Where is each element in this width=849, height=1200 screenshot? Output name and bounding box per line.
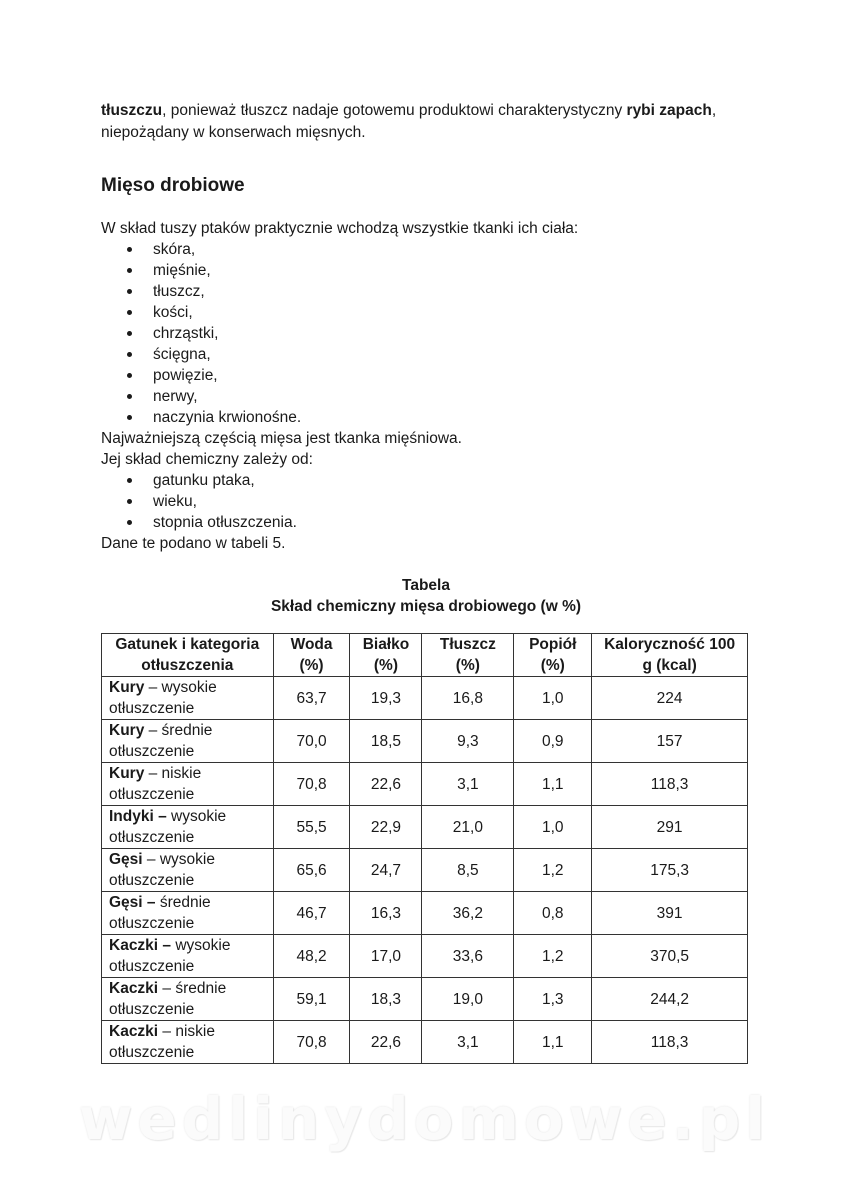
species-name: Indyki – [109, 808, 167, 825]
species-cell [102, 677, 274, 720]
species-name: Kaczki [109, 1023, 159, 1040]
fat-cell: 33,6 [422, 935, 514, 978]
species-name: Kury [109, 679, 145, 696]
tissues-list [101, 239, 751, 428]
fat-category: wysokie otłuszczenie [109, 937, 231, 975]
protein-cell: 17,0 [350, 935, 422, 978]
list-item: kości, [101, 302, 751, 323]
intro-text-1: , ponieważ tłuszcz nadaje gotowemu produktowi charakterystyczny [162, 102, 627, 119]
protein-cell: 24,7 [350, 849, 422, 892]
fat-cell: 21,0 [422, 806, 514, 849]
table-row [102, 806, 748, 849]
species-name: Kury [109, 722, 145, 739]
list-item: chrząstki, [101, 323, 751, 344]
chemical-composition-table [101, 633, 748, 1064]
tissues-intro: W skład tuszy ptaków praktycznie wchodzą wszystkie tkanki ich ciała: [101, 220, 579, 237]
table-row [102, 1021, 748, 1064]
table-caption-label: Tabela [402, 577, 450, 594]
ash-cell: 1,2 [514, 935, 592, 978]
ash-cell: 0,8 [514, 892, 592, 935]
fat-cell: 9,3 [422, 720, 514, 763]
table-caption-title: Skład chemiczny mięsa drobiowego (w %) [270, 598, 582, 615]
ash-cell: 0,9 [514, 720, 592, 763]
table-row [102, 849, 748, 892]
factors-list [101, 470, 751, 533]
calories-cell: 118,3 [592, 1021, 748, 1064]
header-cell: Białko (%) [350, 634, 422, 677]
fat-cell: 3,1 [422, 763, 514, 806]
calories-cell: 157 [592, 720, 748, 763]
table-row [102, 978, 748, 1021]
table-header-row [102, 634, 748, 677]
header-cell: Woda (%) [273, 634, 350, 677]
calories-cell: 175,3 [592, 849, 748, 892]
table-row [102, 677, 748, 720]
species-name: Kury [109, 765, 145, 782]
fat-cell: 36,2 [422, 892, 514, 935]
calories-cell: 391 [592, 892, 748, 935]
list-item: ścięgna, [101, 344, 751, 365]
list-item: wieku, [101, 491, 751, 512]
ash-cell: 1,0 [514, 806, 592, 849]
fat-cell: 16,8 [422, 677, 514, 720]
header-cell: Gatunek i kategoria otłuszczenia [102, 634, 274, 677]
protein-cell: 18,3 [350, 978, 422, 1021]
header-cell: Tłuszcz (%) [422, 634, 514, 677]
protein-cell: 22,6 [350, 1021, 422, 1064]
list-item: gatunku ptaka, [101, 470, 751, 491]
protein-cell: 19,3 [350, 677, 422, 720]
list-item: nerwy, [101, 386, 751, 407]
water-cell: 70,8 [273, 763, 350, 806]
list-item: stopnia otłuszczenia. [101, 512, 751, 533]
protein-cell: 22,9 [350, 806, 422, 849]
document-page [101, 100, 751, 1064]
water-cell: 70,8 [273, 1021, 350, 1064]
water-cell: 46,7 [273, 892, 350, 935]
species-name: Kaczki [109, 980, 159, 997]
intro-text-2: , niepożądany w konserwach mięsnych. [101, 102, 717, 141]
species-name: Kaczki – [109, 937, 172, 954]
species-cell [102, 1021, 274, 1064]
fat-category: wysokie otłuszczenie [109, 808, 227, 846]
ash-cell: 1,0 [514, 677, 592, 720]
calories-cell: 224 [592, 677, 748, 720]
species-cell [102, 935, 274, 978]
fat-category: – średnie otłuszczenie [109, 980, 227, 1018]
water-cell: 65,6 [273, 849, 350, 892]
calories-cell: 118,3 [592, 763, 748, 806]
ash-cell: 1,2 [514, 849, 592, 892]
table-reference: Dane te podano w tabeli 5. [101, 535, 286, 552]
section-title: Mięso drobiowe [101, 175, 245, 196]
water-cell: 48,2 [273, 935, 350, 978]
fat-category: średnie otłuszczenie [109, 894, 211, 932]
species-cell [102, 806, 274, 849]
fat-cell: 3,1 [422, 1021, 514, 1064]
muscle-tissue-sentence: Najważniejszą częścią mięsa jest tkanka mięśniowa. [101, 430, 462, 447]
fat-category: – niskie otłuszczenie [109, 1023, 215, 1061]
species-cell [102, 978, 274, 1021]
ash-cell: 1,1 [514, 763, 592, 806]
list-item: skóra, [101, 239, 751, 260]
table-row [102, 935, 748, 978]
ash-cell: 1,1 [514, 1021, 592, 1064]
table-row [102, 763, 748, 806]
header-cell: Popiół (%) [514, 634, 592, 677]
species-cell [102, 849, 274, 892]
list-item: powięzie, [101, 365, 751, 386]
species-name: Gęsi – [109, 894, 156, 911]
calories-cell: 244,2 [592, 978, 748, 1021]
fat-category: – wysokie otłuszczenie [109, 851, 215, 889]
table-row [102, 892, 748, 935]
fat-cell: 19,0 [422, 978, 514, 1021]
intro-paragraph [101, 100, 751, 144]
fat-cell: 8,5 [422, 849, 514, 892]
fat-category: – wysokie otłuszczenie [109, 679, 217, 717]
table-caption [101, 575, 751, 617]
list-item: tłuszcz, [101, 281, 751, 302]
header-cell: Kaloryczność 100 g (kcal) [592, 634, 748, 677]
water-cell: 59,1 [273, 978, 350, 1021]
species-name: Gęsi [109, 851, 143, 868]
species-cell [102, 720, 274, 763]
water-cell: 55,5 [273, 806, 350, 849]
water-cell: 63,7 [273, 677, 350, 720]
species-cell [102, 763, 274, 806]
protein-cell: 18,5 [350, 720, 422, 763]
factors-intro: Jej skład chemiczny zależy od: [101, 451, 313, 468]
intro-bold-2: rybi zapach [626, 102, 712, 119]
fat-category: – średnie otłuszczenie [109, 722, 213, 760]
watermark: wedlinydomowe.pl [78, 1085, 771, 1153]
fat-category: – niskie otłuszczenie [109, 765, 202, 803]
water-cell: 70,0 [273, 720, 350, 763]
calories-cell: 370,5 [592, 935, 748, 978]
protein-cell: 22,6 [350, 763, 422, 806]
list-item: mięśnie, [101, 260, 751, 281]
ash-cell: 1,3 [514, 978, 592, 1021]
table-row [102, 720, 748, 763]
protein-cell: 16,3 [350, 892, 422, 935]
intro-bold-1: tłuszczu [101, 102, 163, 119]
calories-cell: 291 [592, 806, 748, 849]
list-item: naczynia krwionośne. [101, 407, 751, 428]
species-cell [102, 892, 274, 935]
